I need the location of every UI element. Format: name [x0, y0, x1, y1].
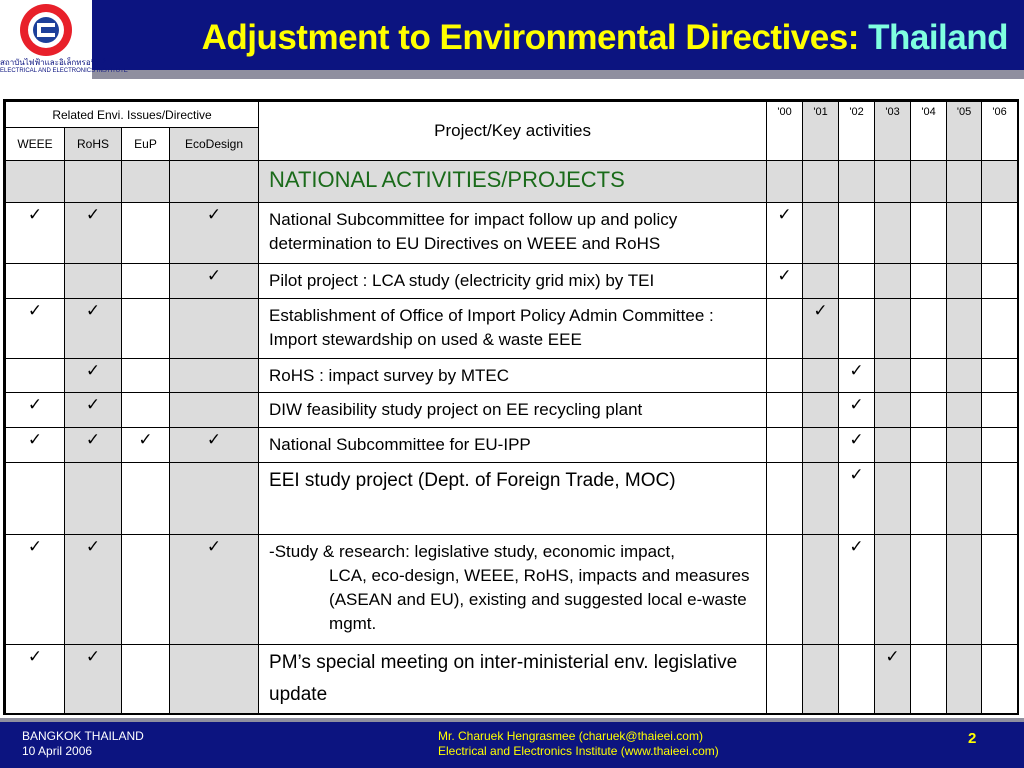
check-cell-y01: [803, 645, 839, 714]
footer-institute: Electrical and Electronics Institute (www.thaieei.com): [438, 744, 719, 758]
year-header-05: '05: [947, 102, 982, 161]
directive-group-header: Related Envi. Issues/Directive: [6, 102, 259, 128]
page-number: 2: [968, 730, 977, 747]
table-row: [6, 428, 1018, 463]
check-cell-y06: [982, 264, 1018, 299]
check-cell-weee: ✓: [6, 299, 65, 359]
check-cell-y02: ✓: [839, 463, 875, 535]
check-cell-y01: ✓: [803, 299, 839, 359]
table-row: [6, 203, 1018, 264]
check-cell-y05: [947, 299, 982, 359]
check-cell-eco: ✓: [170, 535, 259, 645]
check-cell-rohs: ✓: [65, 428, 122, 463]
check-cell-eup: [122, 299, 170, 359]
year-header-06: '06: [982, 102, 1018, 161]
check-cell-y01: [803, 463, 839, 535]
check-cell-eco: [170, 299, 259, 359]
year-header-03: '03: [875, 102, 911, 161]
title-underline: [0, 70, 1024, 79]
check-cell-y04: [911, 264, 947, 299]
year-header-00: '00: [767, 102, 803, 161]
check-cell-y05: [947, 428, 982, 463]
check-cell-rohs: ✓: [65, 393, 122, 428]
check-cell-y05: [947, 645, 982, 714]
check-cell-y03: [875, 428, 911, 463]
check-cell-y02: [839, 203, 875, 264]
check-cell-eup: [122, 264, 170, 299]
page-title-accent: Thailand: [868, 18, 1008, 57]
check-cell-y03: ✓: [875, 645, 911, 714]
check-cell-rohs: ✓: [65, 535, 122, 645]
year-header-02: '02: [839, 102, 875, 161]
activity-cell: Pilot project : LCA study (electricity grid mix) by TEI: [259, 264, 767, 299]
check-cell-eco: [170, 463, 259, 535]
check-cell-weee: ✓: [6, 645, 65, 714]
check-cell-rohs: [65, 463, 122, 535]
check-cell-y01: [803, 203, 839, 264]
check-cell-y01: [803, 264, 839, 299]
check-cell-eup: [122, 645, 170, 714]
check-cell-y04: [911, 299, 947, 359]
activity-cell: EEI study project (Dept. of Foreign Trade, MOC): [259, 463, 767, 535]
check-cell-y03: [875, 264, 911, 299]
check-cell-eup: [122, 359, 170, 393]
check-cell-y00: [767, 463, 803, 535]
check-cell-y04: [911, 463, 947, 535]
check-cell-eco: ✓: [170, 203, 259, 264]
check-cell-y06: [982, 535, 1018, 645]
footer-credits: [438, 729, 719, 759]
check-cell-y02: [839, 299, 875, 359]
eei-logo: [0, 0, 128, 79]
directive-header-rohs: RoHS: [65, 128, 122, 161]
check-cell-y03: [875, 393, 911, 428]
check-cell-y05: [947, 264, 982, 299]
check-cell-y00: ✓: [767, 264, 803, 299]
check-cell-y06: [982, 645, 1018, 714]
check-cell-y00: [767, 428, 803, 463]
page-title-main: Adjustment to Environmental Directives:: [201, 18, 869, 57]
check-cell-y06: [982, 428, 1018, 463]
check-cell-weee: ✓: [6, 393, 65, 428]
table-row: [6, 393, 1018, 428]
check-cell-weee: [6, 463, 65, 535]
check-cell-y05: [947, 463, 982, 535]
check-cell-y02: [839, 645, 875, 714]
check-cell-y04: [911, 535, 947, 645]
check-cell-weee: ✓: [6, 428, 65, 463]
check-cell-y01: [803, 359, 839, 393]
check-cell-y06: [982, 463, 1018, 535]
table-row: [6, 299, 1018, 359]
footer-city: BANGKOK THAILAND: [22, 729, 144, 743]
check-cell-eup: [122, 463, 170, 535]
section-row: [6, 161, 1018, 203]
directive-header-eup: EuP: [122, 128, 170, 161]
table-row: [6, 264, 1018, 299]
check-cell-weee: ✓: [6, 535, 65, 645]
activity-text-rest: LCA, eco-design, WEEE, RoHS, impacts and measures (ASEAN and EU), existing and suggested local e-waste mgmt.: [329, 566, 750, 633]
check-cell-rohs: [65, 264, 122, 299]
check-cell-y06: [982, 359, 1018, 393]
activity-cell: RoHS : impact survey by MTEC: [259, 359, 767, 393]
check-cell-y03: [875, 299, 911, 359]
logo-caption-english: ELECTRICAL AND ELECTRONICS INSTITUTE: [0, 68, 128, 74]
page-title: [100, 18, 1008, 58]
directive-header-ecodesign: EcoDesign: [170, 128, 259, 161]
table-row: [6, 463, 1018, 535]
project-header: Project/Key activities: [259, 102, 767, 161]
check-cell-y03: [875, 203, 911, 264]
check-cell-eco: ✓: [170, 428, 259, 463]
activity-cell: Establishment of Office of Import Policy Admin Committee : Import stewardship on used & waste EEE: [259, 299, 767, 359]
check-cell-y01: [803, 535, 839, 645]
year-header-01: '01: [803, 102, 839, 161]
check-cell-eco: [170, 359, 259, 393]
table-row: [6, 359, 1018, 393]
check-cell-rohs: ✓: [65, 359, 122, 393]
check-cell-y00: ✓: [767, 203, 803, 264]
check-cell-y02: [839, 264, 875, 299]
check-cell-weee: ✓: [6, 203, 65, 264]
check-cell-y04: [911, 359, 947, 393]
check-cell-y03: [875, 359, 911, 393]
header-row-1: [6, 102, 1018, 128]
check-cell-eco: ✓: [170, 264, 259, 299]
check-cell-eup: ✓: [122, 428, 170, 463]
check-cell-y06: [982, 393, 1018, 428]
check-cell-y04: [911, 645, 947, 714]
section-title: NATIONAL ACTIVITIES/PROJECTS: [259, 161, 767, 203]
activity-cell: DIW feasibility study project on EE recycling plant: [259, 393, 767, 428]
check-cell-rohs: ✓: [65, 299, 122, 359]
check-cell-weee: [6, 264, 65, 299]
check-cell-y04: [911, 203, 947, 264]
check-cell-eup: [122, 535, 170, 645]
eei-logo-icon: [15, 2, 77, 58]
check-cell-y00: [767, 393, 803, 428]
check-cell-y00: [767, 359, 803, 393]
table-row: [6, 535, 1018, 645]
logo-caption-thai: สถาบันไฟฟ้าและอิเล็กทรอนิกส์: [0, 58, 106, 67]
footer-contact: Mr. Charuek Hengrasmee (charuek@thaieei.com): [438, 729, 703, 743]
check-cell-y02: ✓: [839, 393, 875, 428]
activity-cell: National Subcommittee for impact follow up and policy determination to EU Directives on WEEE and RoHS: [259, 203, 767, 264]
footer-location: [22, 729, 144, 759]
check-cell-y05: [947, 393, 982, 428]
check-cell-y00: [767, 535, 803, 645]
check-cell-y03: [875, 463, 911, 535]
check-cell-y01: [803, 393, 839, 428]
activities-table: [5, 101, 1018, 714]
check-cell-y01: [803, 428, 839, 463]
check-cell-weee: [6, 359, 65, 393]
check-cell-rohs: ✓: [65, 645, 122, 714]
year-header-04: '04: [911, 102, 947, 161]
check-cell-y04: [911, 393, 947, 428]
activity-text-first: -Study & research: legislative study, economic impact,: [269, 542, 675, 561]
activity-cell: [259, 535, 767, 645]
check-cell-rohs: ✓: [65, 203, 122, 264]
check-cell-y05: [947, 359, 982, 393]
table-row: [6, 645, 1018, 714]
check-cell-y04: [911, 428, 947, 463]
logo-caption: [0, 58, 128, 76]
activity-cell: National Subcommittee for EU-IPP: [259, 428, 767, 463]
check-cell-eup: [122, 393, 170, 428]
check-cell-y03: [875, 535, 911, 645]
activities-table-frame: [3, 99, 1019, 715]
check-cell-eco: [170, 645, 259, 714]
check-cell-y00: [767, 645, 803, 714]
check-cell-eup: [122, 203, 170, 264]
check-cell-y05: [947, 535, 982, 645]
footer-date: 10 April 2006: [22, 744, 93, 758]
activity-cell: PM’s special meeting on inter-ministerial env. legislative update: [259, 645, 767, 714]
check-cell-y02: ✓: [839, 428, 875, 463]
directive-header-weee: WEEE: [6, 128, 65, 161]
check-cell-y06: [982, 299, 1018, 359]
check-cell-y02: ✓: [839, 359, 875, 393]
check-cell-y05: [947, 203, 982, 264]
check-cell-y00: [767, 299, 803, 359]
check-cell-y06: [982, 203, 1018, 264]
check-cell-eco: [170, 393, 259, 428]
check-cell-y02: ✓: [839, 535, 875, 645]
